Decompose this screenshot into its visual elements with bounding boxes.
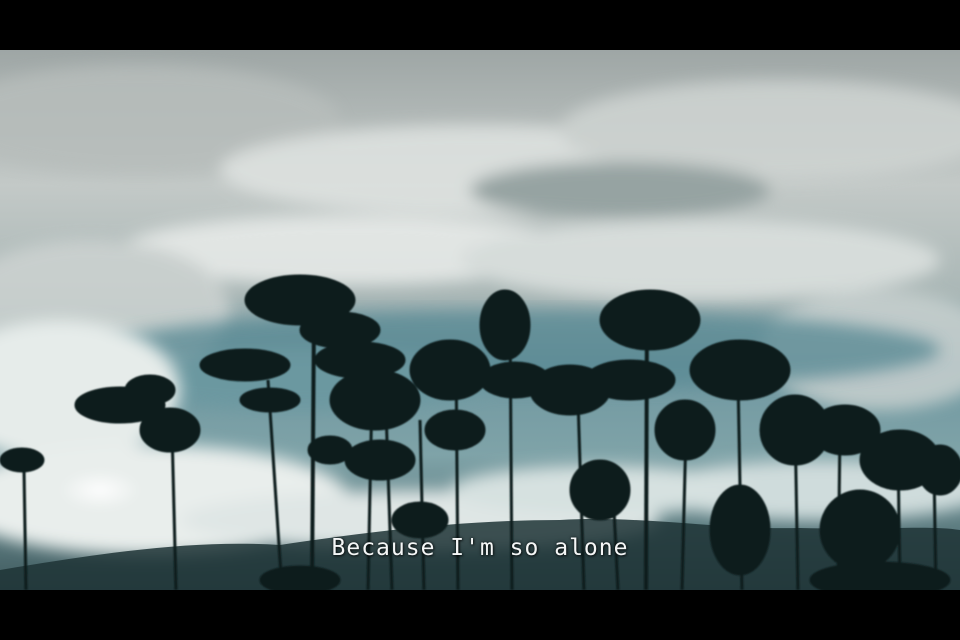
letterbox-bottom — [0, 590, 960, 640]
subtitle-caption: Because I'm so alone — [331, 535, 629, 561]
letterbox-top — [0, 0, 960, 50]
landscape-scene — [0, 50, 960, 590]
landscape-image — [0, 50, 960, 590]
